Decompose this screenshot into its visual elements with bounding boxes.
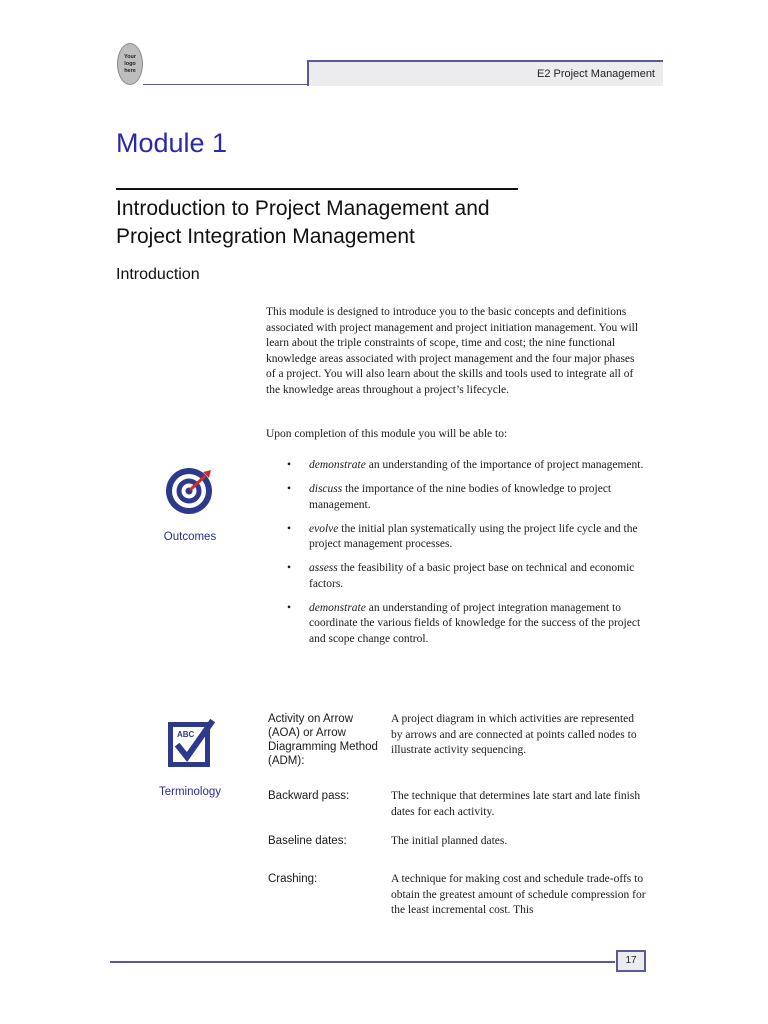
outcome-verb: assess bbox=[309, 562, 338, 574]
svg-text:ABC: ABC bbox=[177, 730, 195, 739]
page-title-line-2: Project Integration Management bbox=[116, 225, 415, 248]
term-definition: The technique that determines late start and late finish dates for each activity. bbox=[391, 790, 641, 818]
footer-rule bbox=[110, 961, 615, 963]
outcome-text: an understanding of project integration management to coordinate the various fields of knowledge for the success of the project and scope change control. bbox=[309, 601, 641, 645]
list-item bbox=[287, 522, 652, 553]
outcome-text: the importance of the nine bodies of knowledge to project management. bbox=[309, 483, 612, 511]
term-label: Crashing: bbox=[268, 873, 318, 885]
outcome-verb: demonstrate bbox=[309, 601, 366, 614]
term-label: Activity on Arrow (AOA) or Arrow Diagramming Method (ADM): bbox=[268, 713, 378, 767]
bullet-icon: • bbox=[287, 522, 292, 535]
target-icon bbox=[165, 464, 215, 516]
page-title bbox=[116, 195, 536, 251]
term-definition: A technique for making cost and schedule trade-offs to obtain the greatest amount of schedule compression for the least incremental cost. This bbox=[391, 873, 646, 916]
outcome-verb: demonstrate bbox=[309, 459, 366, 471]
outcome-text: the feasibility of a basic project base on technical and economic factors. bbox=[309, 562, 635, 590]
list-item bbox=[287, 561, 652, 592]
term-label: Backward pass: bbox=[268, 790, 350, 802]
header-rule bbox=[143, 84, 308, 85]
title-divider bbox=[116, 188, 518, 190]
intro-paragraph: This module is designed to introduce you to the basic concepts and definitions associated with project management and project initiation management. You will learn about the triple constraints of scope, time and cost; the nine functional knowledge areas associated with project management and the four major phases of a project. You will also learn about the skills and tools used to integrate all of the knowledge areas throughout a project’s lifecycle. bbox=[266, 306, 639, 396]
outcomes-list bbox=[287, 458, 652, 656]
bullet-icon: • bbox=[287, 483, 292, 495]
logo-placeholder-icon bbox=[117, 43, 143, 85]
section-heading: Introduction bbox=[116, 266, 200, 283]
logo-text: Your logo here bbox=[123, 53, 137, 74]
header-title: E2 Project Management bbox=[536, 68, 655, 80]
terminology-label: Terminology bbox=[159, 786, 221, 798]
abc-checkbox-icon bbox=[167, 719, 215, 769]
outcome-text: an understanding of the importance of project management. bbox=[365, 459, 644, 471]
outcome-text: the initial plan systematically using the project life cycle and the project management processes. bbox=[309, 522, 638, 550]
outcome-verb: discuss bbox=[309, 483, 343, 495]
list-item bbox=[287, 458, 652, 474]
bullet-icon: • bbox=[287, 601, 292, 614]
list-item bbox=[287, 482, 652, 513]
page-title-line-1: Introduction to Project Management and bbox=[116, 197, 490, 220]
page-number: 17 bbox=[616, 950, 646, 972]
outcomes-label: Outcomes bbox=[163, 531, 217, 543]
outcomes-intro: Upon completion of this module you will be able to: bbox=[266, 428, 508, 440]
term-label: Baseline dates: bbox=[268, 835, 347, 847]
list-item bbox=[287, 601, 652, 648]
outcome-verb: evolve bbox=[309, 522, 339, 535]
term-definition: A project diagram in which activities are represented by arrows and are connected at points called nodes to illustrate activity sequencing. bbox=[391, 713, 637, 756]
module-title: Module 1 bbox=[116, 128, 228, 158]
bullet-icon: • bbox=[287, 562, 292, 574]
bullet-icon: • bbox=[287, 459, 292, 471]
term-definition: The initial planned dates. bbox=[391, 835, 508, 847]
